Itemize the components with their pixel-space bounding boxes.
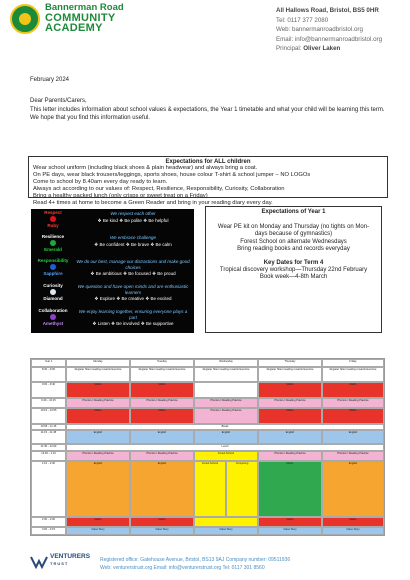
value-row-responsibility: Responsibility Sapphire We do our best, manage our distractions and make good choices ❖ Be ambitious ❖ Be focused ❖ Be proud (37, 258, 190, 276)
year1-title: Expectations of Year 1 (261, 209, 326, 215)
school-logo (10, 4, 40, 34)
sapphire-gem-icon (50, 264, 56, 270)
footer-info (100, 556, 400, 572)
timetable-header: Monday (66, 359, 130, 367)
venturers-brand: VENTURERS TRUST (50, 553, 91, 566)
key-date-workshop: Tropical discovery workshop—Thursday 22nd February (219, 267, 368, 274)
year1-timetable: Year 1 Monday Tuesday Wednesday Thursday Friday 8:40 – 9:00 9:00 – 9:40 9:40 – 10:15 10:15 – 10:55 10:55 – 11:15 11:15 – 11:45 11:45 – 12:00 12:00 – 1:10 1:10 – 2:30 2:30 – 3:00 3:00 – 3:15 Register Silent reading rewards Exercise Register Silent reading rewards Exercise Register Silent reading rewards Exercise Register Silent reading rewards Exercise Register Silent reading rewards Exercise Maths Maths Maths Maths Phonics / Reading Practice Phonics / Reading Practice Phonics / Reading Practice Phonics / Reading Practice Phonics / Reading Practice Maths Maths Phonics / Reading Practice Maths Maths Break English English English English English Lunch Phonics / Reading Practice Phonics / Reading Practice Forest School Phonics / Reading Practice Phonics / Reading Practice English English Forest School Computing Music English Maths Maths Maths Maths Class Story Class Story Class Story Class Story Class Story (30, 358, 385, 536)
value-row-collaboration: Collaboration Amethyst We enjoy learning together, ensuring everyone plays a part ❖ Listen ❖ Be involved ❖ Be supportive (38, 308, 188, 326)
timetable-header: Thursday (258, 359, 322, 367)
expectation-item: Wear school uniform (including black shoes & plain headwear) and always bring a coat. (33, 165, 258, 171)
timetable-header: Friday (322, 359, 384, 367)
school-contact (276, 6, 406, 54)
value-row-respect: Respect Ruby We respect each other ❖ Be kind ❖ Be polite ❖ Be helpful (44, 210, 169, 228)
school-web[interactable]: Web: bannermanroadbristol.org (276, 26, 363, 34)
footer-contact: Web: venturerstrust.org Email: info@venturerstrust.org Tel: 0117 301 8560 (100, 565, 265, 571)
year1-expectations-box (205, 206, 382, 333)
year1-forest: Forest School on alternate Wednesdays (240, 238, 347, 245)
school-values-panel (31, 209, 194, 333)
school-email[interactable]: Email: info@bannermanroadbristol.org (276, 35, 383, 43)
expectations-all-box (28, 156, 388, 206)
emerald-gem-icon (50, 240, 56, 246)
footer-registered-office: Registered office: Gatehouse Avenue, Bristol, BS13 9AJ Company number: 09511936 (100, 557, 291, 563)
letter-intro: This letter includes information about school values & expectations, the Year 1 timetable and what your child will be learning this term. We hope that you find this information useful. (30, 107, 385, 121)
expectations-all-title: Expectations for ALL children (165, 159, 251, 165)
diamond-gem-icon (50, 289, 56, 295)
timetable-header: Wednesday (194, 359, 258, 367)
expectation-item: Bring a healthy packed lunch (only crisps or sweet treat on a Friday) (33, 192, 208, 199)
school-tel: Tel: 0117 377 2080 (276, 16, 329, 24)
year1-pe: Wear PE kit on Monday and Thursday (no tights on Mon-days because of gymnastics) (217, 224, 370, 238)
expectation-item: Read 4+ times at home to become a Green Reader and bring in your reading diary every day. (33, 199, 273, 206)
expectation-item: Always act according to our values of: Respect, Resilience, Responsibility, Curiosity, Collaboration (33, 185, 285, 192)
letter-greeting: Dear Parents/Carers, (30, 98, 87, 104)
timetable-header: Tuesday (130, 359, 194, 367)
key-date-book-week: Book week—4-8th March (259, 274, 328, 281)
school-name: Bannerman Road COMMUNITY ACADEMY (45, 2, 124, 34)
amethyst-gem-icon (50, 314, 56, 320)
expectation-item: On PE days, wear black trousers/leggings, sports shoes, house colour T-shirt & school jumper – NO LOGOs (33, 171, 311, 178)
timetable-header: Year 1 (31, 359, 66, 367)
expectation-item: Come to school by 8.40am every day ready to learn. (33, 178, 168, 185)
school-address: All Hallows Road, Bristol, BS5 0HR (276, 7, 379, 14)
ruby-gem-icon (50, 216, 56, 222)
value-row-resilience: Resilience Emerald We embrace challenge ❖ Be confident ❖ Be brave ❖ Be calm (41, 234, 172, 252)
principal: Principal: Oliver Laken (276, 45, 341, 53)
value-row-curiosity: Curiosity Diamond We question and have open minds and are enthusiastic learners ❖ Explore ❖ Be creative ❖ Be excited (43, 283, 189, 301)
letter-date: February 2024 (30, 77, 70, 83)
key-dates-title: Key Dates for Term 4 (263, 260, 324, 267)
year1-reading: Bring reading books and records everyday (237, 245, 350, 252)
venturers-logo-icon (30, 555, 48, 569)
